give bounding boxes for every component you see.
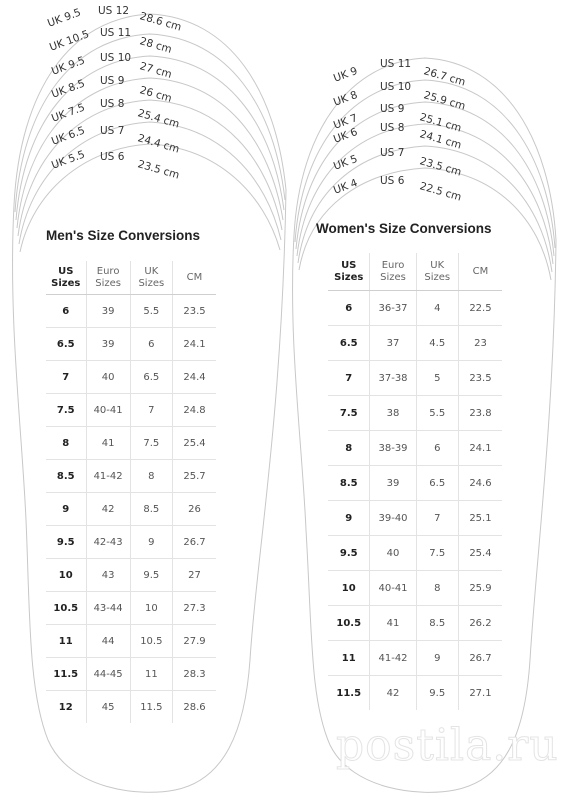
cell-cm: 26.7 <box>458 641 502 676</box>
cell-cm: 26.2 <box>458 606 502 641</box>
arc-label-us: US 12 <box>98 5 130 17</box>
table-row <box>46 658 216 691</box>
cell-euro-size: 41 <box>86 427 130 460</box>
table-row <box>328 361 502 396</box>
arc-label-uk: UK 8.5 <box>49 77 87 101</box>
cell-euro-size: 40-41 <box>86 394 130 427</box>
table-header-row <box>328 253 502 291</box>
cell-uk-size: 7 <box>416 501 458 536</box>
cell-uk-size: 9.5 <box>416 676 458 711</box>
table-row <box>46 559 216 592</box>
arc-label-us: US 7 <box>380 147 405 159</box>
table-row <box>46 361 216 394</box>
cell-uk-size: 10.5 <box>130 625 172 658</box>
cell-us-size: 11 <box>328 641 370 676</box>
cell-us-size: 10.5 <box>328 606 370 641</box>
cell-uk-size: 8 <box>416 571 458 606</box>
cell-euro-size: 40 <box>86 361 130 394</box>
arc-label-us: US 6 <box>380 175 405 187</box>
cell-uk-size: 11 <box>130 658 172 691</box>
cell-euro-size: 38 <box>370 396 416 431</box>
arc-label-cm: 24.1 cm <box>418 128 463 152</box>
arc-label-uk: UK 7.5 <box>49 101 87 125</box>
cell-cm: 22.5 <box>458 291 502 326</box>
header-euro-sizes: Euro Sizes <box>86 261 130 295</box>
cell-us-size: 11.5 <box>46 658 86 691</box>
cell-euro-size: 43-44 <box>86 592 130 625</box>
header-uk-sizes: UK Sizes <box>130 261 172 295</box>
cell-uk-size: 5.5 <box>416 396 458 431</box>
cell-cm: 28.6 <box>172 691 216 724</box>
cell-cm: 26.7 <box>172 526 216 559</box>
arc-label-cm: 23.5 cm <box>418 155 463 179</box>
arc-label-uk: UK 5 <box>331 152 360 173</box>
cell-cm: 24.4 <box>172 361 216 394</box>
cell-us-size: 6 <box>46 295 86 328</box>
cell-uk-size: 4 <box>416 291 458 326</box>
arc-label-cm: 24.4 cm <box>136 132 181 156</box>
cell-uk-size: 8.5 <box>416 606 458 641</box>
cell-us-size: 8.5 <box>46 460 86 493</box>
cell-euro-size: 39 <box>86 328 130 361</box>
men-title: Men's Size Conversions <box>46 228 201 243</box>
arc-label-uk: UK 9 <box>331 64 360 85</box>
arc-label-cm: 25.1 cm <box>418 111 463 135</box>
arc-label-uk: UK 4 <box>331 176 360 197</box>
cell-us-size: 8 <box>46 427 86 460</box>
women-title: Women's Size Conversions <box>316 221 492 236</box>
table-row <box>328 641 502 676</box>
cell-cm: 28.3 <box>172 658 216 691</box>
header-us-sizes: US Sizes <box>46 261 86 295</box>
cell-euro-size: 41 <box>370 606 416 641</box>
arc-label-us: US 9 <box>380 103 405 115</box>
arc-label-uk: UK 10.5 <box>47 28 91 54</box>
table-row <box>46 625 216 658</box>
cell-euro-size: 42-43 <box>86 526 130 559</box>
cell-cm: 25.1 <box>458 501 502 536</box>
cell-euro-size: 42 <box>86 493 130 526</box>
arc-label-uk: UK 9.5 <box>49 54 87 78</box>
cell-us-size: 8 <box>328 431 370 466</box>
cell-us-size: 7.5 <box>46 394 86 427</box>
cell-us-size: 8.5 <box>328 466 370 501</box>
table-row <box>46 394 216 427</box>
cell-cm: 27.9 <box>172 625 216 658</box>
cell-cm: 25.4 <box>172 427 216 460</box>
cell-euro-size: 41-42 <box>86 460 130 493</box>
cell-euro-size: 38-39 <box>370 431 416 466</box>
watermark <box>336 716 558 796</box>
cell-uk-size: 8.5 <box>130 493 172 526</box>
cell-cm: 25.9 <box>458 571 502 606</box>
cell-us-size: 10.5 <box>46 592 86 625</box>
watermark-text: postila.ru <box>336 720 559 771</box>
table-row <box>328 396 502 431</box>
arc-label-cm: 28 cm <box>138 35 174 56</box>
cell-uk-size: 9 <box>416 641 458 676</box>
cell-uk-size: 9.5 <box>130 559 172 592</box>
table-row <box>46 460 216 493</box>
arc-label-cm: 27 cm <box>138 60 174 81</box>
arc-label-uk: UK 9.5 <box>45 6 83 30</box>
table-row <box>328 571 502 606</box>
cell-us-size: 10 <box>328 571 370 606</box>
cell-euro-size: 44 <box>86 625 130 658</box>
arc-label-cm: 25.4 cm <box>136 107 181 131</box>
cell-us-size: 9.5 <box>46 526 86 559</box>
cell-us-size: 10 <box>46 559 86 592</box>
cell-euro-size: 40 <box>370 536 416 571</box>
cell-cm: 23.8 <box>458 396 502 431</box>
cell-us-size: 9.5 <box>328 536 370 571</box>
arc-label-cm: 28.6 cm <box>138 10 183 34</box>
cell-euro-size: 37 <box>370 326 416 361</box>
table-row <box>46 295 216 328</box>
arc-label-cm: 26.7 cm <box>422 65 467 89</box>
cell-us-size: 7.5 <box>328 396 370 431</box>
cell-cm: 25.4 <box>458 536 502 571</box>
women-size-table <box>328 253 502 710</box>
cell-cm: 26 <box>172 493 216 526</box>
cell-euro-size: 44-45 <box>86 658 130 691</box>
cell-uk-size: 7 <box>130 394 172 427</box>
cell-euro-size: 43 <box>86 559 130 592</box>
cell-uk-size: 4.5 <box>416 326 458 361</box>
cell-euro-size: 41-42 <box>370 641 416 676</box>
cell-cm: 24.1 <box>172 328 216 361</box>
cell-euro-size: 39 <box>370 466 416 501</box>
arc-label-us: US 9 <box>100 75 125 87</box>
table-row <box>46 427 216 460</box>
table-row <box>328 606 502 641</box>
cell-cm: 27.1 <box>458 676 502 711</box>
arc-label-cm: 26 cm <box>138 84 174 105</box>
cell-uk-size: 8 <box>130 460 172 493</box>
cell-us-size: 9 <box>328 501 370 536</box>
arc-label-cm: 25.9 cm <box>422 89 467 113</box>
cell-cm: 27.3 <box>172 592 216 625</box>
cell-cm: 24.1 <box>458 431 502 466</box>
cell-uk-size: 7.5 <box>130 427 172 460</box>
cell-euro-size: 45 <box>86 691 130 724</box>
women-size-arc <box>294 58 556 240</box>
cell-us-size: 6 <box>328 291 370 326</box>
arc-label-us: US 11 <box>100 27 132 39</box>
table-header-row <box>46 261 216 295</box>
table-row <box>328 536 502 571</box>
arc-label-us: US 7 <box>100 125 125 137</box>
cell-uk-size: 5.5 <box>130 295 172 328</box>
arc-label-us: US 10 <box>100 52 132 64</box>
header-us-sizes: US Sizes <box>328 253 370 291</box>
table-row <box>46 328 216 361</box>
table-row <box>328 326 502 361</box>
header-uk-sizes: UK Sizes <box>416 253 458 291</box>
cell-euro-size: 39-40 <box>370 501 416 536</box>
men-size-table <box>46 261 216 723</box>
cell-uk-size: 6 <box>130 328 172 361</box>
table-row <box>328 291 502 326</box>
table-row <box>46 526 216 559</box>
header-cm: CM <box>172 261 216 295</box>
cell-uk-size: 9 <box>130 526 172 559</box>
arc-label-uk: UK 7 <box>331 111 360 132</box>
header-euro-sizes: Euro Sizes <box>370 253 416 291</box>
cell-us-size: 11 <box>46 625 86 658</box>
cell-us-size: 11.5 <box>328 676 370 711</box>
cell-uk-size: 7.5 <box>416 536 458 571</box>
arc-label-us: US 6 <box>100 151 125 163</box>
cell-cm: 23.5 <box>172 295 216 328</box>
cell-us-size: 6.5 <box>46 328 86 361</box>
arc-label-cm: 22.5 cm <box>418 180 463 204</box>
header-cm: CM <box>458 253 502 291</box>
arc-label-uk: UK 6.5 <box>49 124 87 148</box>
table-row <box>328 676 502 711</box>
cell-euro-size: 37-38 <box>370 361 416 396</box>
arc-label-uk: UK 8 <box>331 88 360 109</box>
cell-cm: 25.7 <box>172 460 216 493</box>
table-row <box>328 466 502 501</box>
cell-us-size: 9 <box>46 493 86 526</box>
cell-uk-size: 6.5 <box>416 466 458 501</box>
cell-euro-size: 36-37 <box>370 291 416 326</box>
arc-label-uk: UK 5.5 <box>49 148 87 172</box>
cell-cm: 27 <box>172 559 216 592</box>
arc-label-us: US 8 <box>100 98 125 110</box>
cell-us-size: 7 <box>328 361 370 396</box>
cell-uk-size: 6.5 <box>130 361 172 394</box>
cell-us-size: 6.5 <box>328 326 370 361</box>
arc-label-us: US 11 <box>380 58 412 70</box>
cell-cm: 24.6 <box>458 466 502 501</box>
arc-label-us: US 8 <box>380 122 405 134</box>
cell-euro-size: 40-41 <box>370 571 416 606</box>
cell-uk-size: 10 <box>130 592 172 625</box>
cell-uk-size: 5 <box>416 361 458 396</box>
table-row <box>46 592 216 625</box>
table-row <box>328 501 502 536</box>
cell-cm: 24.8 <box>172 394 216 427</box>
cell-cm: 23.5 <box>458 361 502 396</box>
cell-us-size: 12 <box>46 691 86 724</box>
cell-euro-size: 39 <box>86 295 130 328</box>
arc-label-uk: UK 6 <box>331 125 360 146</box>
cell-uk-size: 11.5 <box>130 691 172 724</box>
cell-us-size: 7 <box>46 361 86 394</box>
table-row <box>46 493 216 526</box>
table-row <box>328 431 502 466</box>
cell-uk-size: 6 <box>416 431 458 466</box>
arc-label-cm: 23.5 cm <box>136 158 181 182</box>
cell-cm: 23 <box>458 326 502 361</box>
arc-label-us: US 10 <box>380 81 412 93</box>
table-row <box>46 691 216 724</box>
cell-euro-size: 42 <box>370 676 416 711</box>
